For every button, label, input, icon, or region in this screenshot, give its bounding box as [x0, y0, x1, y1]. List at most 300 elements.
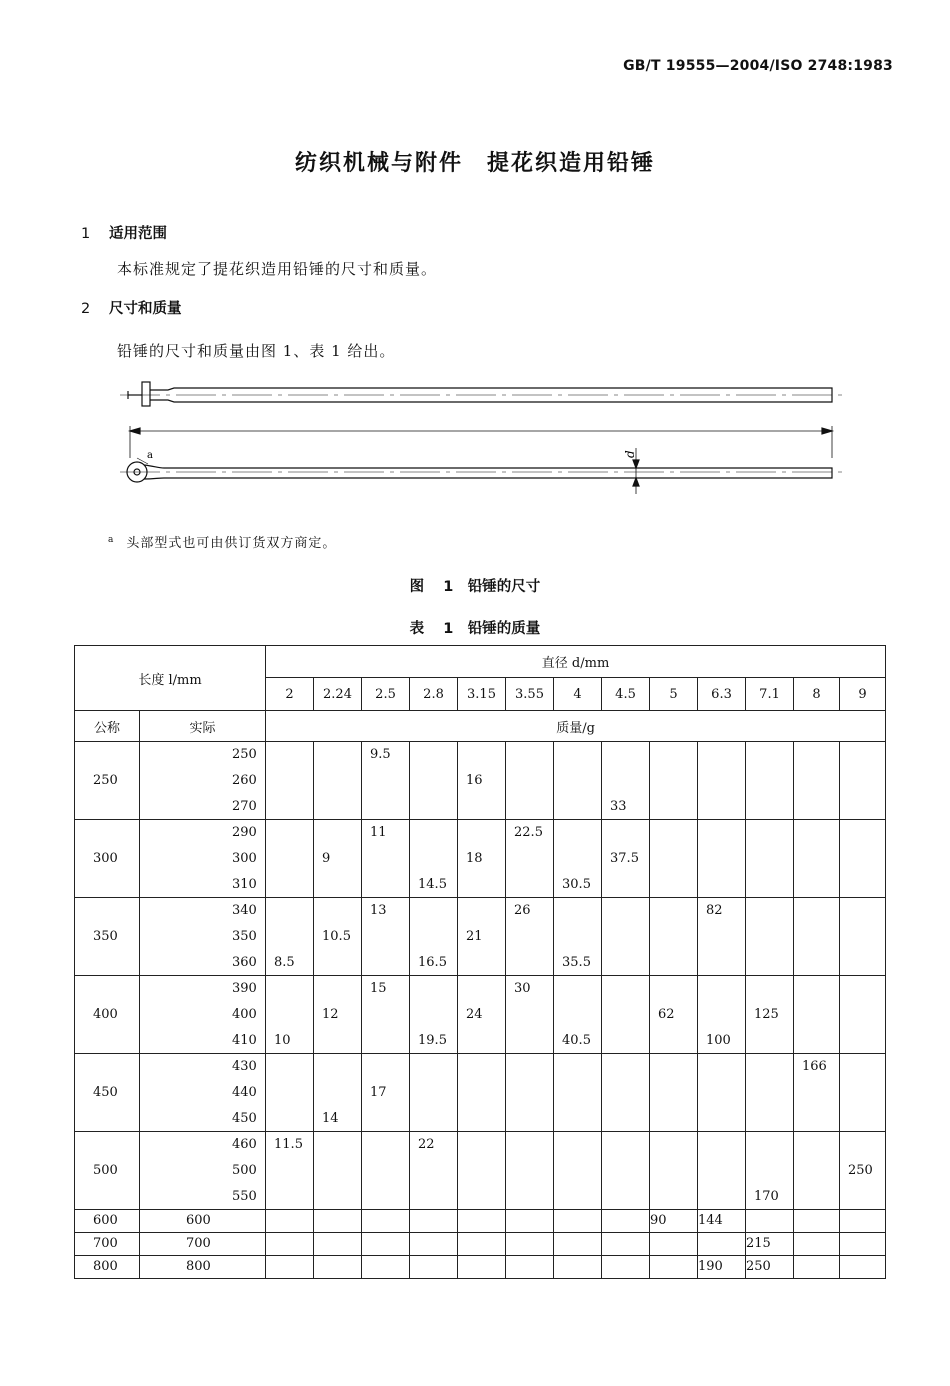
mass-value — [314, 1158, 361, 1183]
mass-value — [314, 1184, 361, 1209]
actual-lengths — [140, 1054, 266, 1132]
mass-value — [840, 1002, 885, 1027]
mass-value — [266, 1158, 313, 1183]
mass-value: 21 — [466, 928, 483, 944]
mass-value — [698, 1233, 746, 1256]
figure-caption: 图 1 铅锤的尺寸 — [409, 579, 541, 595]
mass-value: 30 — [514, 981, 531, 997]
mass-value — [554, 1080, 601, 1105]
mass-value: 17 — [370, 1084, 387, 1100]
mass-cell — [794, 976, 840, 1054]
mass-value — [458, 820, 505, 845]
mass-value: 15 — [370, 981, 387, 997]
actual-length: 430 — [232, 1059, 257, 1075]
mass-cell — [794, 1054, 840, 1132]
mass-value — [554, 768, 601, 793]
actual-length: 410 — [232, 1032, 257, 1048]
mass-value — [410, 1002, 457, 1027]
section-1-number: 1 — [81, 226, 91, 242]
mass-value — [554, 1106, 601, 1131]
mass-value — [506, 872, 553, 897]
section-2-title: 尺寸和质量 — [109, 301, 182, 317]
mass-cell — [746, 1132, 794, 1210]
mass-value: 170 — [754, 1188, 779, 1204]
mass-value — [362, 924, 409, 949]
mass-cell — [554, 1132, 602, 1210]
mass-value: 12 — [322, 1006, 339, 1022]
mass-cell — [602, 1132, 650, 1210]
figure-footnote — [108, 532, 336, 551]
mass-value — [794, 950, 839, 975]
actual-length: 700 — [140, 1233, 266, 1256]
mass-value — [602, 1233, 650, 1256]
actual-length: 550 — [232, 1188, 257, 1204]
mass-cell — [602, 820, 650, 898]
mass-value: 250 — [848, 1162, 873, 1178]
mass-cell — [410, 976, 458, 1054]
mass-value — [698, 1158, 745, 1183]
mass-value — [602, 1132, 649, 1157]
figure-label-a: a — [147, 450, 153, 461]
mass-value — [746, 1132, 793, 1157]
mass-value — [410, 742, 457, 767]
mass-value — [794, 1106, 839, 1131]
mass-value — [840, 1184, 885, 1209]
mass-cell — [698, 742, 746, 820]
mass-value — [602, 1158, 649, 1183]
mass-cell — [650, 898, 698, 976]
mass-value — [554, 924, 601, 949]
mass-value — [314, 1233, 362, 1256]
mass-value — [746, 976, 793, 1001]
mass-value — [458, 898, 505, 923]
table-row — [75, 742, 886, 820]
mass-value — [554, 820, 601, 845]
mass-value — [794, 924, 839, 949]
nominal-length: 250 — [75, 742, 140, 820]
mass-value — [794, 1210, 840, 1233]
mass-cell — [794, 820, 840, 898]
mass-value — [698, 1002, 745, 1027]
mass-cell — [794, 898, 840, 976]
mass-value — [314, 1080, 361, 1105]
diameter-col-header: 3.55 — [506, 678, 554, 711]
actual-length: 340 — [232, 903, 257, 919]
mass-value — [840, 1028, 885, 1053]
mass-value — [314, 820, 361, 845]
mass-cell — [410, 742, 458, 820]
mass-value — [410, 1158, 457, 1183]
mass-value — [746, 1054, 793, 1079]
mass-value — [506, 794, 553, 819]
mass-value — [506, 924, 553, 949]
mass-cell — [840, 976, 886, 1054]
diameter-col-header: 8 — [794, 678, 840, 711]
mass-cell — [458, 898, 506, 976]
diameter-col-header: 3.15 — [458, 678, 506, 711]
mass-value — [458, 1080, 505, 1105]
mass-value — [362, 1233, 410, 1256]
mass-cell — [506, 1132, 554, 1210]
mass-value — [506, 1158, 553, 1183]
mass-value — [362, 872, 409, 897]
mass-value: 9.5 — [370, 747, 391, 763]
mass-value: 10.5 — [322, 928, 351, 944]
nominal-length: 800 — [75, 1256, 140, 1279]
mass-value — [410, 794, 457, 819]
mass-value — [746, 1080, 793, 1105]
mass-value — [794, 1184, 839, 1209]
mass-value — [458, 1028, 505, 1053]
mass-value — [840, 924, 885, 949]
mass-value — [794, 898, 839, 923]
mass-value: 8.5 — [274, 954, 295, 970]
mass-value — [602, 976, 649, 1001]
mass-value — [410, 1106, 457, 1131]
mass-value — [840, 820, 885, 845]
mass-value — [362, 1106, 409, 1131]
mass-value — [554, 1132, 601, 1157]
mass-value: 35.5 — [562, 954, 591, 970]
diameter-col-header: 2.5 — [362, 678, 410, 711]
mass-cell — [746, 976, 794, 1054]
mass-value: 26 — [514, 903, 531, 919]
mass-value — [314, 976, 361, 1001]
mass-value — [458, 1054, 505, 1079]
mass-value — [410, 1080, 457, 1105]
diameter-col-header: 7.1 — [746, 678, 794, 711]
mass-cell — [506, 976, 554, 1054]
mass-value — [650, 1054, 697, 1079]
mass-cell — [554, 976, 602, 1054]
mass-value: 22 — [418, 1137, 435, 1153]
mass-value — [266, 742, 313, 767]
mass-cell — [314, 898, 362, 976]
mass-header: 质量/g — [266, 711, 886, 742]
mass-cell — [554, 820, 602, 898]
mass-value — [698, 1054, 745, 1079]
mass-value — [314, 1210, 362, 1233]
mass-value — [794, 1256, 840, 1279]
mass-value — [266, 1233, 314, 1256]
mass-value — [554, 794, 601, 819]
mass-cell — [362, 898, 410, 976]
mass-value — [602, 1054, 649, 1079]
mass-value — [746, 924, 793, 949]
mass-cell — [554, 1054, 602, 1132]
mass-value — [794, 1080, 839, 1105]
mass-table — [74, 645, 886, 1279]
mass-value — [840, 742, 885, 767]
mass-value — [314, 898, 361, 923]
mass-cell — [794, 1132, 840, 1210]
mass-value — [602, 1002, 649, 1027]
mass-value — [506, 1028, 553, 1053]
mass-value — [362, 1158, 409, 1183]
mass-value: 125 — [754, 1006, 779, 1022]
mass-value — [458, 1184, 505, 1209]
actual-length: 450 — [232, 1110, 257, 1126]
nominal-length: 700 — [75, 1233, 140, 1256]
section-2-number: 2 — [81, 301, 91, 317]
actual-lengths — [140, 898, 266, 976]
mass-value — [746, 820, 793, 845]
mass-value — [410, 924, 457, 949]
mass-value — [266, 794, 313, 819]
mass-cell — [650, 976, 698, 1054]
mass-value — [602, 768, 649, 793]
mass-value — [746, 768, 793, 793]
mass-cell — [266, 1132, 314, 1210]
mass-value — [458, 976, 505, 1001]
mass-value — [506, 1080, 553, 1105]
mass-value: 11.5 — [274, 1137, 303, 1153]
mass-value — [266, 872, 313, 897]
mass-value — [362, 1054, 409, 1079]
mass-value — [794, 872, 839, 897]
mass-value — [840, 1080, 885, 1105]
mass-value — [746, 950, 793, 975]
mass-cell — [362, 1054, 410, 1132]
mass-cell — [266, 898, 314, 976]
mass-value — [314, 1054, 361, 1079]
mass-value — [314, 768, 361, 793]
lead-weight-drawing — [120, 378, 850, 503]
mass-value — [266, 820, 313, 845]
mass-value — [554, 742, 601, 767]
mass-value — [554, 1002, 601, 1027]
mass-value — [458, 1256, 506, 1279]
mass-value — [840, 768, 885, 793]
mass-value — [266, 976, 313, 1001]
mass-cell — [362, 1132, 410, 1210]
mass-value: 14.5 — [418, 876, 447, 892]
mass-cell — [266, 1054, 314, 1132]
mass-value: 10 — [274, 1032, 291, 1048]
mass-value: 16 — [466, 772, 483, 788]
mass-cell — [650, 742, 698, 820]
mass-value — [650, 1184, 697, 1209]
mass-value — [266, 1210, 314, 1233]
actual-lengths — [140, 1132, 266, 1210]
mass-cell — [746, 1054, 794, 1132]
mass-cell — [458, 976, 506, 1054]
mass-cell — [794, 742, 840, 820]
mass-value: 144 — [698, 1210, 746, 1233]
footnote-mark: a — [108, 534, 115, 545]
mass-value — [554, 1158, 601, 1183]
table-row — [75, 1256, 886, 1279]
actual-length: 350 — [232, 928, 257, 944]
mass-cell — [650, 1054, 698, 1132]
mass-value — [746, 742, 793, 767]
actual-lengths — [140, 976, 266, 1054]
mass-value — [266, 1256, 314, 1279]
mass-value — [698, 1106, 745, 1131]
mass-value: 90 — [650, 1210, 698, 1233]
mass-value — [554, 1233, 602, 1256]
footnote-text: 头部型式也可由供订货双方商定。 — [126, 536, 337, 551]
mass-value: 40.5 — [562, 1032, 591, 1048]
mass-cell — [554, 898, 602, 976]
mass-cell — [410, 1132, 458, 1210]
mass-value — [458, 950, 505, 975]
mass-value — [554, 1184, 601, 1209]
mass-value: 16.5 — [418, 954, 447, 970]
mass-value: 190 — [698, 1256, 746, 1279]
mass-value — [746, 846, 793, 871]
mass-value: 215 — [746, 1233, 794, 1256]
actual-length: 360 — [232, 954, 257, 970]
mass-value — [840, 950, 885, 975]
nominal-length: 500 — [75, 1132, 140, 1210]
mass-value — [650, 1028, 697, 1053]
mass-cell — [314, 820, 362, 898]
actual-lengths — [140, 742, 266, 820]
table-row — [75, 1233, 886, 1256]
actual-length: 300 — [232, 850, 257, 866]
mass-value — [794, 1002, 839, 1027]
mass-value — [650, 1233, 698, 1256]
mass-value — [650, 846, 697, 871]
mass-value: 100 — [706, 1032, 731, 1048]
mass-value — [746, 872, 793, 897]
section-2-text: 铅锤的尺寸和质量由图 1、表 1 给出。 — [117, 342, 396, 360]
mass-value: 11 — [370, 825, 387, 841]
mass-value — [362, 1132, 409, 1157]
mass-cell — [506, 1054, 554, 1132]
mass-value — [650, 872, 697, 897]
mass-value — [698, 1132, 745, 1157]
mass-value — [650, 898, 697, 923]
actual-length: 800 — [140, 1256, 266, 1279]
mass-value — [840, 846, 885, 871]
mass-cell — [362, 742, 410, 820]
mass-value — [314, 950, 361, 975]
mass-cell — [840, 1054, 886, 1132]
mass-value — [362, 1002, 409, 1027]
mass-value — [794, 1233, 840, 1256]
mass-value — [602, 742, 649, 767]
actual-length: 260 — [232, 772, 257, 788]
mass-value — [410, 846, 457, 871]
actual-header: 实际 — [140, 711, 266, 742]
mass-cell — [746, 898, 794, 976]
actual-length: 390 — [232, 981, 257, 997]
mass-value — [650, 1132, 697, 1157]
mass-cell — [746, 742, 794, 820]
mass-value — [650, 924, 697, 949]
mass-value — [650, 768, 697, 793]
mass-cell — [840, 742, 886, 820]
mass-cell — [602, 976, 650, 1054]
mass-value — [698, 742, 745, 767]
mass-cell — [698, 820, 746, 898]
mass-value: 22.5 — [514, 825, 543, 841]
mass-value — [794, 1158, 839, 1183]
mass-value — [314, 794, 361, 819]
nominal-length: 400 — [75, 976, 140, 1054]
mass-value — [840, 872, 885, 897]
mass-value — [746, 1106, 793, 1131]
mass-value — [458, 872, 505, 897]
mass-value — [650, 794, 697, 819]
mass-value — [314, 742, 361, 767]
mass-cell — [506, 898, 554, 976]
section-1-heading — [81, 222, 167, 243]
mass-value: 13 — [370, 903, 387, 919]
mass-value: 166 — [802, 1059, 827, 1075]
mass-value — [458, 1233, 506, 1256]
mass-value — [840, 1210, 886, 1233]
mass-value — [840, 1132, 885, 1157]
mass-value — [650, 1158, 697, 1183]
mass-value — [410, 898, 457, 923]
mass-cell — [650, 820, 698, 898]
nominal-length: 600 — [75, 1210, 140, 1233]
diameter-header: 直径 d/mm — [266, 646, 886, 678]
section-1-text: 本标准规定了提花织造用铅锤的尺寸和质量。 — [117, 260, 438, 278]
mass-value — [266, 898, 313, 923]
mass-value — [362, 1184, 409, 1209]
mass-cell — [602, 1054, 650, 1132]
table-row — [75, 976, 886, 1054]
mass-value — [506, 768, 553, 793]
mass-value — [458, 742, 505, 767]
table-row — [75, 898, 886, 976]
nominal-length: 300 — [75, 820, 140, 898]
mass-cell — [650, 1132, 698, 1210]
mass-value — [410, 976, 457, 1001]
mass-value — [506, 1002, 553, 1027]
mass-value — [650, 950, 697, 975]
length-header: 长度 l/mm — [75, 646, 266, 711]
mass-cell — [458, 742, 506, 820]
mass-cell — [698, 1132, 746, 1210]
mass-value — [746, 1158, 793, 1183]
mass-value — [650, 742, 697, 767]
mass-value — [266, 1054, 313, 1079]
mass-value — [794, 1028, 839, 1053]
mass-value — [840, 976, 885, 1001]
mass-cell — [458, 820, 506, 898]
mass-value — [362, 1028, 409, 1053]
table-row — [75, 1132, 886, 1210]
mass-value — [746, 1210, 794, 1233]
mass-value: 82 — [706, 903, 723, 919]
table-row — [75, 1054, 886, 1132]
mass-value — [840, 1233, 886, 1256]
mass-value — [314, 1132, 361, 1157]
mass-value: 37.5 — [610, 850, 639, 866]
mass-value: 62 — [658, 1006, 675, 1022]
diameter-col-header: 5 — [650, 678, 698, 711]
actual-lengths — [140, 820, 266, 898]
mass-value — [698, 1080, 745, 1105]
actual-length: 270 — [232, 798, 257, 814]
nominal-header: 公称 — [75, 711, 140, 742]
actual-length: 310 — [232, 876, 257, 892]
mass-value — [602, 872, 649, 897]
mass-value — [362, 1256, 410, 1279]
mass-value — [554, 1210, 602, 1233]
mass-cell — [840, 1132, 886, 1210]
mass-value — [362, 768, 409, 793]
mass-cell — [362, 976, 410, 1054]
actual-length: 500 — [232, 1162, 257, 1178]
mass-value — [362, 950, 409, 975]
mass-value — [794, 820, 839, 845]
